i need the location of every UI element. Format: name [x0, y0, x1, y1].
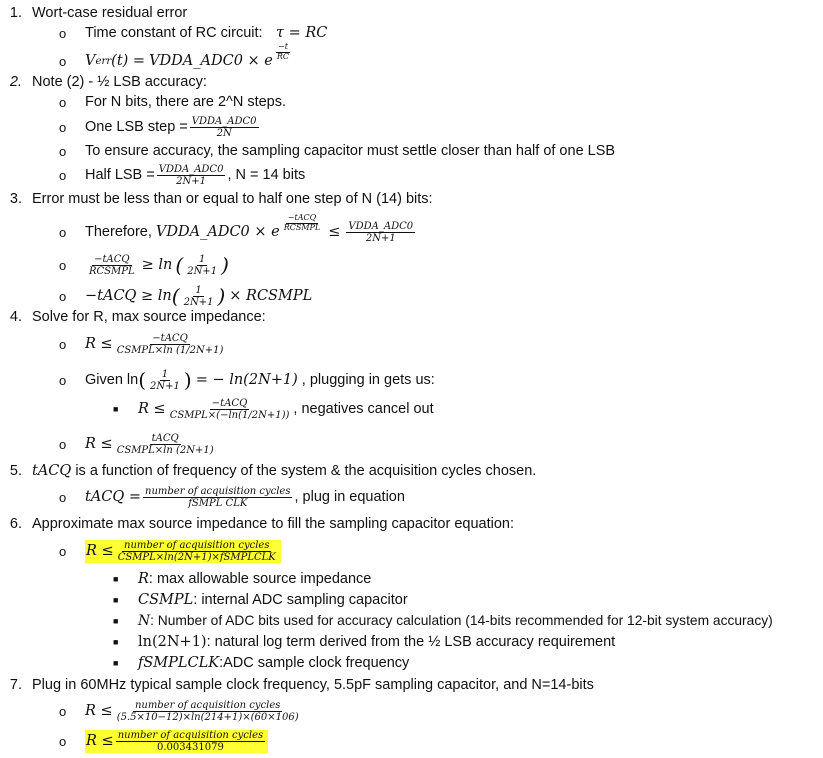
item-text: Half LSB = $\frac{\text{VDDA\_ADC0}}{2N+1}$ , N = 14 bits [85, 163, 306, 187]
item-number: 3. [9, 191, 22, 207]
item-title: Plug in 60MHz typical sample clock frequency, 5.5pF sampling capacitor, and N=14-bits [32, 677, 594, 693]
bullet-icon: o [59, 288, 67, 304]
bullet-icon: o [59, 25, 67, 41]
bullet-icon: o [59, 143, 67, 159]
item-number: 2. [9, 74, 22, 90]
bullet-icon: o [59, 543, 67, 559]
highlighted-equation: R ≤ $\frac{\text{number of acquisition cycles}}{\text{CSMPL×ln(2N+1)×fSMPLCLK}}$ [85, 540, 281, 563]
item-title: Wort-case residual error [32, 5, 188, 21]
math-expression: V err (t) = VDDA_ADC0 × e $\frac{-t}{RC}$ [85, 41, 290, 69]
math-expression: R ≤ $\frac{\text{−tACQ}}{\text{CSMPL×ln (1/2N+1)}}$ [85, 332, 224, 356]
item-number: 6. [9, 516, 22, 532]
bullet-icon: o [59, 224, 67, 240]
item-text: To ensure accuracy, the sampling capacitor must settle closer than half of one LSB [85, 143, 616, 159]
item-title: tACQ is a function of frequency of the system & the acquisition cycles chosen. [32, 463, 537, 479]
bullet-icon: o [59, 94, 67, 110]
item-text: CSMPL: internal ADC sampling capacitor [138, 592, 408, 608]
item-text: Time constant of RC circuit: [85, 25, 263, 41]
bullet-icon: ■ [113, 595, 119, 605]
item-number: 5. [9, 463, 22, 479]
item-text: R ≤ $\frac{\text{−tACQ}}{\text{CSMPL×(−ln(1/2N+1))}}$ , negatives cancel out [138, 397, 434, 421]
highlighted-equation: R ≤ $\frac{\text{number of acquisition cycles}}{0.003431079}$ [85, 730, 268, 753]
bullet-icon: o [59, 336, 67, 352]
bullet-icon: o [59, 733, 67, 749]
bullet-icon: o [59, 53, 67, 69]
item-text: For N bits, there are 2^N steps. [85, 94, 287, 110]
item-text: N: Number of ADC bits used for accuracy calculation (14-bits recommended for 12-bit system accuracy) [138, 613, 773, 629]
math-expression: R ≤ $\frac{\text{tACQ}}{\text{CSMPL×ln (2N+1)}}$ [85, 432, 214, 456]
math-expression: $\frac{\text{−tACQ}}{\text{RCSMPL}}$ ≥ ln ( $\frac{1}{2N+1}$ ) [89, 253, 229, 277]
bullet-icon: ■ [113, 574, 119, 584]
item-title: Error must be less than or equal to half one step of N (14) bits: [32, 191, 433, 207]
bullet-icon: o [59, 257, 67, 273]
item-text: ln(2N+1): natural log term derived from the ½ LSB accuracy requirement [138, 634, 616, 650]
item-title: Note (2) - ½ LSB accuracy: [32, 74, 207, 90]
math-expression: −tACQ ≥ ln ( $\frac{1}{2N+1}$ ) × RCSMPL [85, 284, 313, 308]
bullet-icon: o [59, 703, 67, 719]
math-expression: R ≤ $\frac{\text{number of acquisition cycles}}{(5.5\times 10-12)\times\ln(214+1)\times(60\times 106)}$ [85, 699, 299, 723]
bullet-icon: ■ [113, 658, 119, 668]
bullet-icon: o [59, 436, 67, 452]
item-number: 4. [9, 309, 22, 325]
bullet-icon: o [59, 372, 67, 388]
item-text: tACQ = $\frac{\text{number of acquisition cycles}}{\text{fSMPL CLK}}$ , plug in equation [85, 485, 405, 509]
item-title: Approximate max source impedance to fill the sampling capacitor equation: [32, 516, 514, 532]
bullet-icon: ■ [113, 404, 119, 414]
item-text: Therefore, VDDA_ADC0 × e $\frac{\text{−tACQ}}{\text{RCSMPL}}$ ≤ $\frac{\text{VDDA\_ADC0}}{2N+1}$ [85, 212, 414, 244]
bullet-icon: o [59, 119, 67, 135]
math-expression: τ = RC [276, 25, 328, 41]
bullet-icon: o [59, 489, 67, 505]
item-text: R: max allowable source impedance [138, 571, 372, 587]
item-text: One LSB step = $\frac{\text{VDDA\_ADC0}}{2N}$ [85, 115, 257, 139]
item-text: Given ln ( $\frac{1}{2N+1}$ ) = − ln(2N+1) , plugging in gets us: [85, 368, 435, 392]
item-number: 7. [9, 677, 22, 693]
item-number: 1. [9, 5, 22, 21]
bullet-icon: ■ [113, 616, 119, 626]
bullet-icon: ■ [113, 637, 119, 647]
bullet-icon: o [59, 167, 67, 183]
item-text: fSMPLCLK:ADC sample clock frequency [138, 655, 410, 671]
item-title: Solve for R, max source impedance: [32, 309, 266, 325]
